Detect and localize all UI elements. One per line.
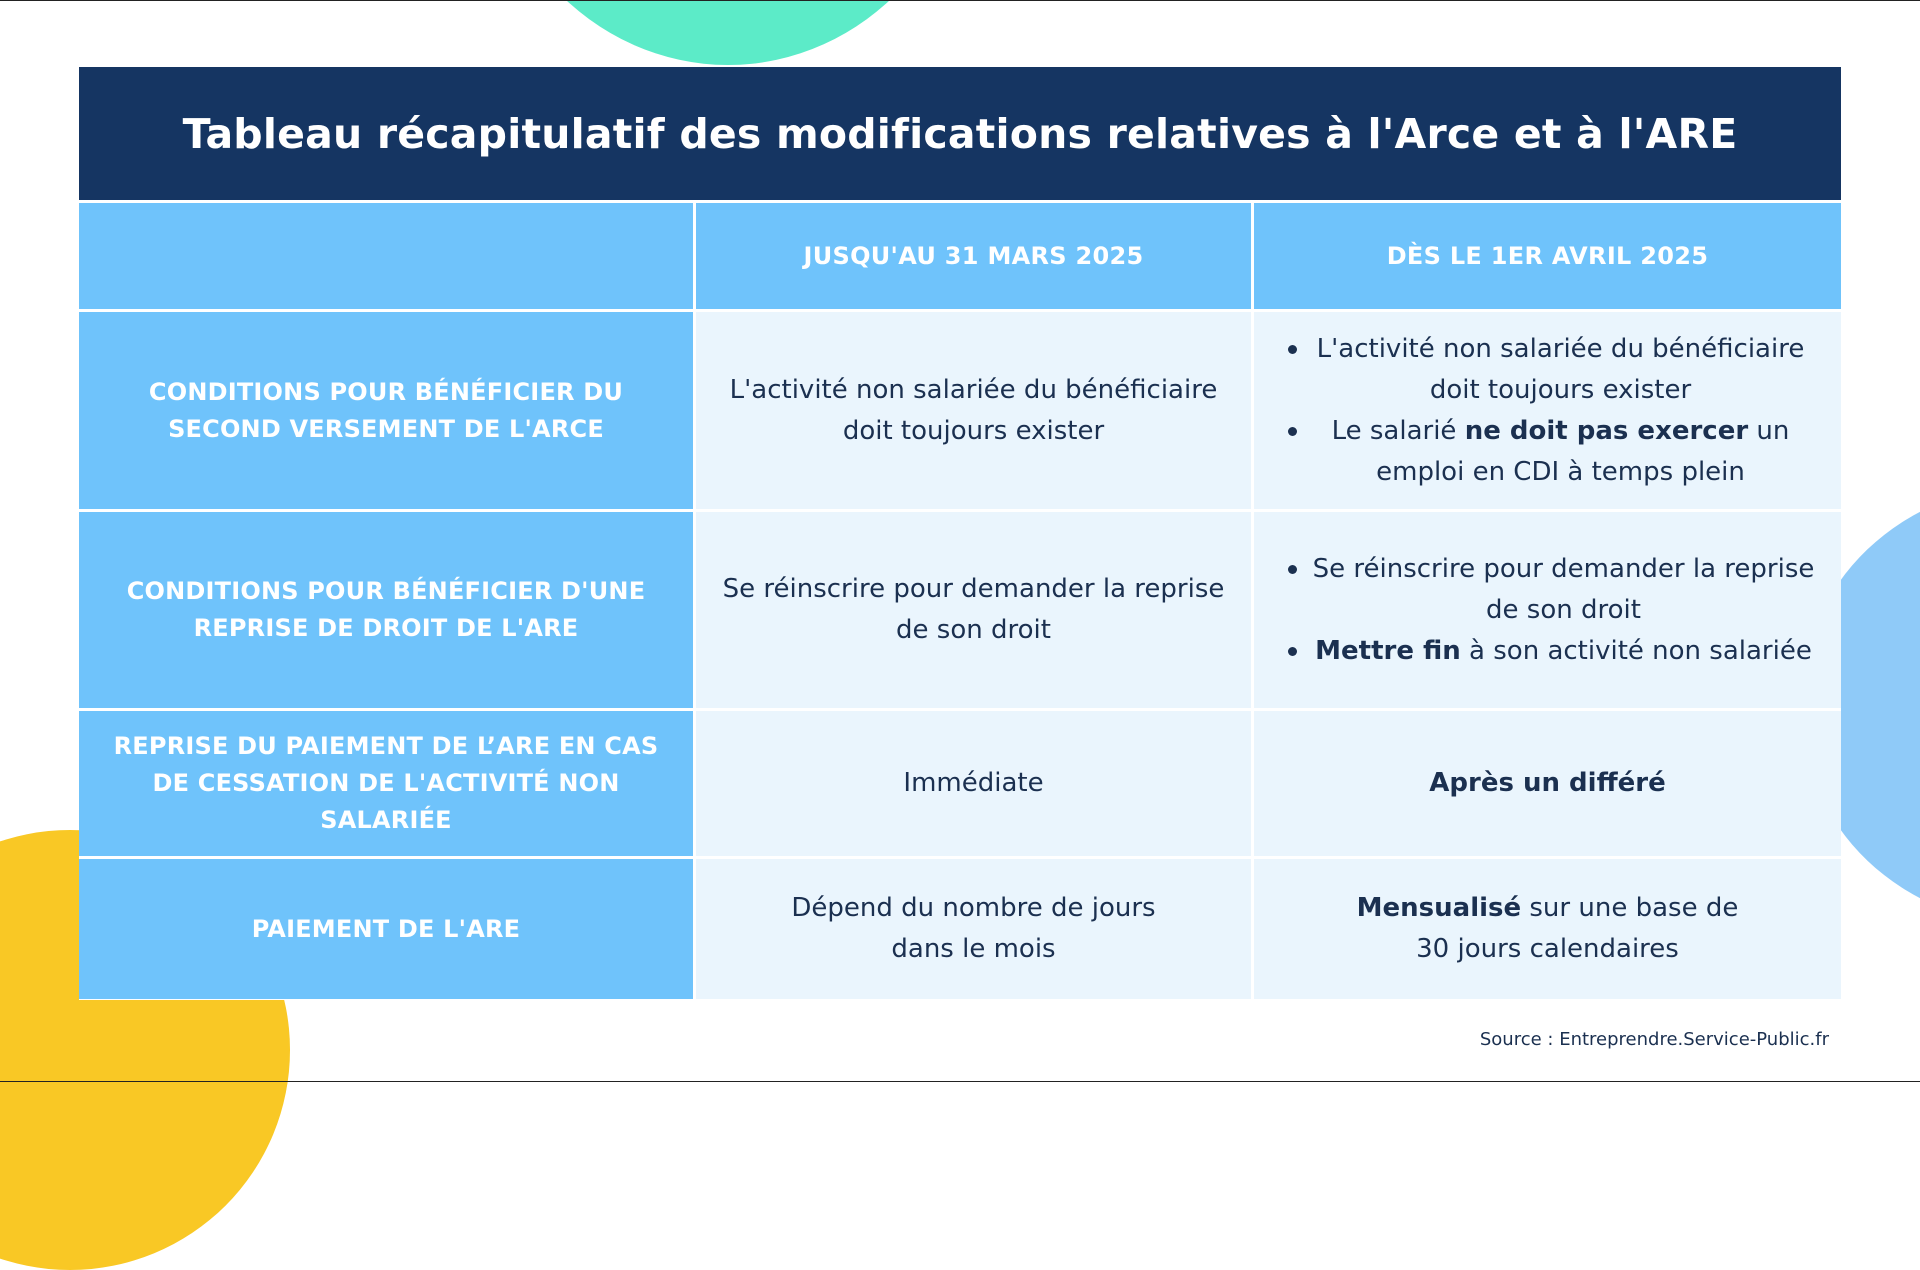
- bullet-icon: [1288, 565, 1297, 574]
- bullet-icon: [1288, 647, 1297, 656]
- cell-text: Se réinscrire pour demander la reprise de son droit: [722, 574, 1225, 645]
- list-item: Se réinscrire pour demander la reprise de son droit: [1264, 549, 1825, 631]
- column-header-after: DÈS LE 1ER AVRIL 2025: [1254, 203, 1841, 309]
- yellow-block-decoration: [0, 1000, 279, 1082]
- top-border: [0, 0, 1920, 1]
- summary-table: [79, 203, 1841, 999]
- bullet-list: [1264, 549, 1825, 672]
- cell-before-payment-resumption: [696, 711, 1251, 856]
- list-item: Mettre fin à son activité non salariée: [1264, 631, 1825, 672]
- column-header-before: JUSQU'AU 31 MARS 2025: [696, 203, 1251, 309]
- row-label-text: REPRISE DU PAIEMENT DE L’ARE EN CAS DE CESSATION DE L'ACTIVITÉ NON SALARIÉE: [113, 732, 659, 834]
- column-header-empty: [79, 203, 693, 309]
- row-label-arce-second-payment: [79, 312, 693, 509]
- page-title: Tableau récapitulatif des modifications relatives à l'Arce et à l'ARE: [182, 109, 1738, 158]
- list-item: Le salarié ne doit pas exercer un emploi en CDI à temps plein: [1264, 411, 1819, 493]
- cell-text: L'activité non salariée du bénéficiaire doit toujours exister: [729, 374, 1218, 446]
- teal-circle-decoration: [478, 0, 978, 65]
- list-item: L'activité non salariée du bénéficiaire doit toujours exister: [1264, 329, 1819, 411]
- cell-after-payment-resumption: [1254, 711, 1841, 856]
- row-label-are-payment: [79, 859, 693, 999]
- cell-before-are-payment: [696, 859, 1251, 999]
- cell-text: Dépend du nombre de jours dans le mois: [791, 893, 1156, 964]
- cell-after-are-payment: [1254, 859, 1841, 999]
- bullet-icon: [1288, 345, 1297, 354]
- row-label-payment-resumption: [79, 711, 693, 856]
- cell-text: Immédiate: [903, 768, 1044, 798]
- row-label-text: CONDITIONS POUR BÉNÉFICIER DU SECOND VERSEMENT DE L'ARCE: [148, 377, 624, 443]
- source-credit: Source : Entreprendre.Service-Public.fr: [1479, 1029, 1829, 1050]
- cell-after-are-resumption: [1254, 512, 1841, 708]
- table-header: [79, 67, 1841, 200]
- cell-text: Après un différé: [1429, 768, 1666, 798]
- row-label-are-resumption: [79, 512, 693, 708]
- cell-before-are-resumption: [696, 512, 1251, 708]
- cell-before-arce: [696, 312, 1251, 509]
- row-label-text: CONDITIONS POUR BÉNÉFICIER D'UNE REPRISE DE DROIT DE L'ARE: [126, 577, 646, 642]
- cell-text: Mensualisé sur une base de 30 jours calendaires: [1356, 893, 1739, 964]
- cell-after-arce: [1254, 312, 1841, 509]
- summary-table-card: [79, 67, 1841, 1000]
- bullet-icon: [1288, 427, 1297, 436]
- row-label-text: PAIEMENT DE L'ARE: [251, 914, 521, 943]
- bullet-list: [1264, 329, 1819, 493]
